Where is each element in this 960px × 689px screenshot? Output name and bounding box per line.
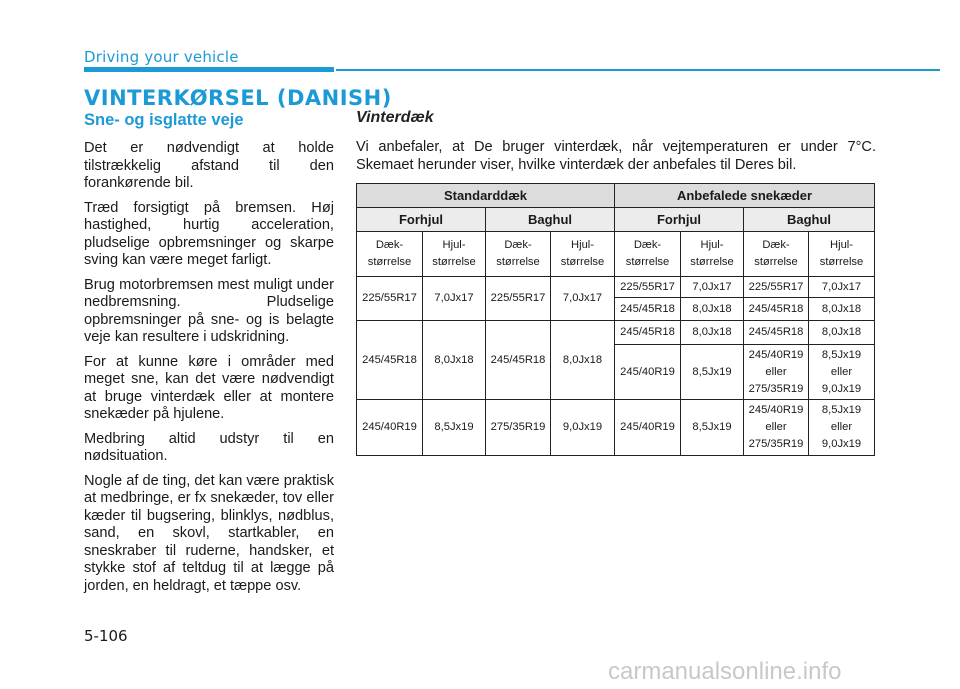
table-cell: 225/55R17 bbox=[615, 277, 681, 298]
table-cell: 7,0Jx17 bbox=[423, 277, 486, 321]
front-axle-header: Forhjul bbox=[357, 208, 486, 232]
paragraph: Nogle af de ting, det kan være praktisk at medbringe, er fx snekæder, tov eller kæder til bugsering, blinklys, nødblus, sand, en skovl, startkabler, en sneskraber til ruderne, handsker, et stykke stof af teltdug til at lægge på jorden, en heldragt, et tæppe osv. bbox=[84, 472, 334, 594]
table-cell: 225/55R17 bbox=[744, 277, 809, 298]
wheel-size-header: Hjul- størrelse bbox=[423, 232, 486, 277]
snow-ice-heading: Sne- og isglatte veje bbox=[84, 111, 244, 129]
table-cell: 9,0Jx19 bbox=[551, 400, 615, 456]
table-cell: 8,0Jx18 bbox=[551, 321, 615, 400]
wheel-size-header: Hjul- størrelse bbox=[681, 232, 744, 277]
wheel-size-header: Hjul- størrelse bbox=[809, 232, 875, 277]
paragraph: Medbring altid udstyr til en nødsituation. bbox=[84, 430, 334, 464]
header-rule bbox=[336, 69, 940, 71]
left-column bbox=[84, 111, 334, 602]
table-cell: 8,5Jx19 bbox=[681, 400, 744, 456]
tire-size-header: Dæk- størrelse bbox=[615, 232, 681, 277]
wheel-size-header: Hjul- størrelse bbox=[551, 232, 615, 277]
table-cell: 8,0Jx18 bbox=[681, 298, 744, 321]
table-cell: 245/40R19 bbox=[615, 345, 681, 400]
winter-tires-heading: Vinterdæk bbox=[356, 109, 434, 126]
table-cell: 245/45R18 bbox=[744, 321, 809, 345]
table-cell: 8,0Jx18 bbox=[809, 298, 875, 321]
table-cell: 225/55R17 bbox=[357, 277, 423, 321]
table-cell: 8,0Jx18 bbox=[809, 321, 875, 345]
table-cell: 225/55R17 bbox=[486, 277, 551, 321]
paragraph: Træd forsigtigt på bremsen. Høj hastighed, hurtig acceleration, pludselige opbremsninger og skarpe sving kan være meget farligt. bbox=[84, 199, 334, 268]
tire-size-header: Dæk- størrelse bbox=[357, 232, 423, 277]
header-bar bbox=[84, 67, 334, 72]
paragraph: Brug motorbremsen mest muligt under nedbremsning. Pludselige opbremsninger på sne- og is belagte veje kan resultere i udskridning. bbox=[84, 276, 334, 345]
winter-tire-table bbox=[356, 183, 875, 456]
standard-tires-header: Standarddæk bbox=[357, 184, 615, 208]
table-cell: 8,5Jx19 eller 9,0Jx19 bbox=[809, 345, 875, 400]
table-cell: 8,0Jx18 bbox=[423, 321, 486, 400]
front-axle-header: Forhjul bbox=[615, 208, 744, 232]
rear-axle-header: Baghul bbox=[486, 208, 615, 232]
snow-chains-header: Anbefalede snekæder bbox=[615, 184, 875, 208]
table-cell: 245/40R19 eller 275/35R19 bbox=[744, 345, 809, 400]
table-cell: 245/45R18 bbox=[486, 321, 551, 400]
table-cell: 8,5Jx19 bbox=[423, 400, 486, 456]
table-cell: 7,0Jx17 bbox=[551, 277, 615, 321]
table-cell: 245/45R18 bbox=[615, 321, 681, 345]
paragraph: For at kunne køre i områder med meget sne, kan det være nødvendigt at bruge vinterdæk eller at montere snekæder på hjulene. bbox=[84, 353, 334, 422]
table-cell: 8,5Jx19 eller 9,0Jx19 bbox=[809, 400, 875, 456]
section-label: Driving your vehicle bbox=[84, 48, 239, 66]
page-number: 5-106 bbox=[84, 627, 128, 645]
tire-size-header: Dæk- størrelse bbox=[744, 232, 809, 277]
right-column bbox=[356, 109, 876, 174]
table-cell: 7,0Jx17 bbox=[681, 277, 744, 298]
table-cell: 275/35R19 bbox=[486, 400, 551, 456]
rear-axle-header: Baghul bbox=[744, 208, 875, 232]
paragraph: Det er nødvendigt at holde tilstrækkelig afstand til den forankørende bil. bbox=[84, 140, 334, 191]
table-cell: 8,5Jx19 bbox=[681, 345, 744, 400]
table-cell: 245/45R18 bbox=[357, 321, 423, 400]
table-cell: 245/45R18 bbox=[615, 298, 681, 321]
table-cell: 245/40R19 bbox=[615, 400, 681, 456]
chapter-title: VINTERKØRSEL (DANISH) bbox=[84, 86, 392, 110]
winter-tires-intro: Vi anbefaler, at De bruger vinterdæk, når vejtemperaturen er under 7°C. Skemaet herunder viser, hvilke vinterdæk der anbefales til Deres bil. bbox=[356, 139, 876, 173]
table-cell: 245/45R18 bbox=[744, 298, 809, 321]
watermark: carmanualsonline.info bbox=[608, 658, 842, 685]
table-cell: 8,0Jx18 bbox=[681, 321, 744, 345]
table-cell: 245/40R19 bbox=[357, 400, 423, 456]
table-cell: 245/40R19 eller 275/35R19 bbox=[744, 400, 809, 456]
table-cell: 7,0Jx17 bbox=[809, 277, 875, 298]
tire-size-header: Dæk- størrelse bbox=[486, 232, 551, 277]
